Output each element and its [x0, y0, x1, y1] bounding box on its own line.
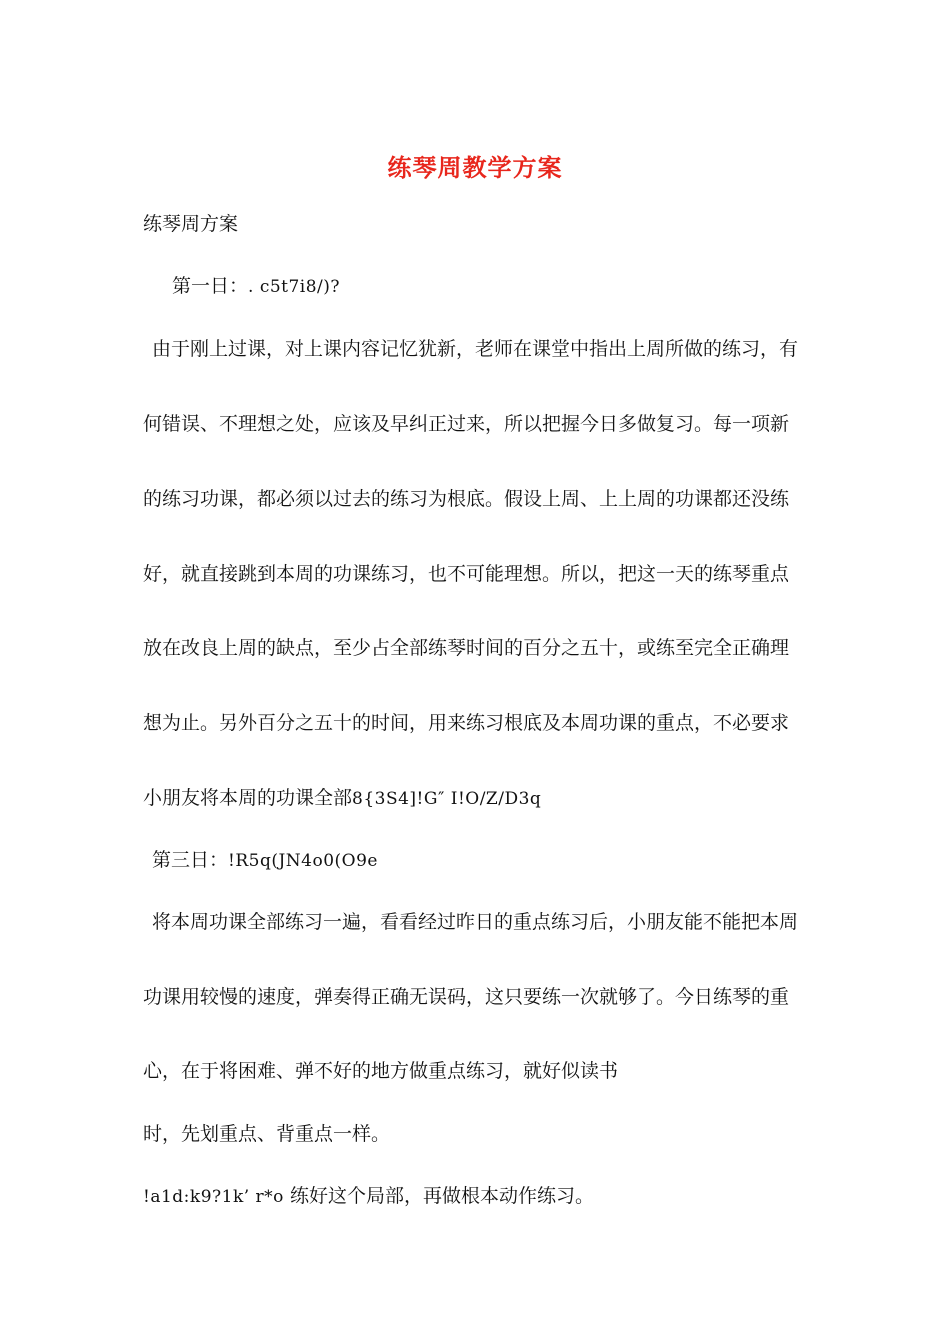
day1-label: 第一日： [172, 275, 249, 297]
final-garbled-text: !a1d:k9?1k’ r*o [143, 1187, 284, 1207]
paragraph1-line-5: 放在改良上周的缺点，至少占全部练琴时间的百分之五十，或练至完全正确理 [143, 637, 790, 659]
paragraph1-last-text: 小朋友将本周的功课全部 [143, 787, 353, 809]
paragraph1-line-2: 何错误、不理想之处，应该及早纠正过来，所以把握今日多做复习。每一项新 [143, 413, 790, 435]
day3-heading [152, 846, 378, 875]
paragraph2-line-4: 时，先划重点、背重点一样。 [143, 1123, 391, 1145]
day1-garbled-text: . c5t7i8/)? [248, 277, 341, 297]
paragraph1-line-4: 好，就直接跳到本周的功课练习，也不可能理想。所以，把这一天的练琴重点 [143, 563, 790, 585]
paragraph1-line-1: 由于刚上过课，对上课内容记忆犹新，老师在课堂中指出上周所做的练习，有 [152, 338, 799, 360]
document-title: 练琴周教学方案 [387, 153, 563, 182]
paragraph1-line-6: 想为止。另外百分之五十的时间，用来练习根底及本周功课的重点，不必要求 [143, 712, 790, 734]
final-text: 练好这个局部，再做根本动作练习。 [289, 1185, 594, 1207]
paragraph1-garbled-text: 8{3S4]!G″ I!O/Z/D3q [352, 789, 542, 809]
paragraph1-line-3: 的练习功课，都必须以过去的练习为根底。假设上周、上上周的功课都还没练 [143, 488, 790, 510]
day3-garbled-text: !R5q(JN4o0(O9e [228, 851, 378, 871]
final-line [143, 1182, 594, 1211]
day1-heading [172, 272, 340, 301]
paragraph2-line-2: 功课用较慢的速度，弹奏得正确无误码，这只要练一次就够了。今日练琴的重 [143, 986, 790, 1008]
paragraph1-last-line [143, 784, 541, 813]
day3-label: 第三日： [152, 849, 229, 871]
document-subtitle: 练琴周方案 [143, 213, 239, 235]
paragraph2-line-1: 将本周功课全部练习一遍，看看经过昨日的重点练习后，小朋友能不能把本周 [152, 911, 799, 933]
paragraph2-line-3: 心，在于将困难、弹不好的地方做重点练习，就好似读书 [143, 1060, 619, 1082]
